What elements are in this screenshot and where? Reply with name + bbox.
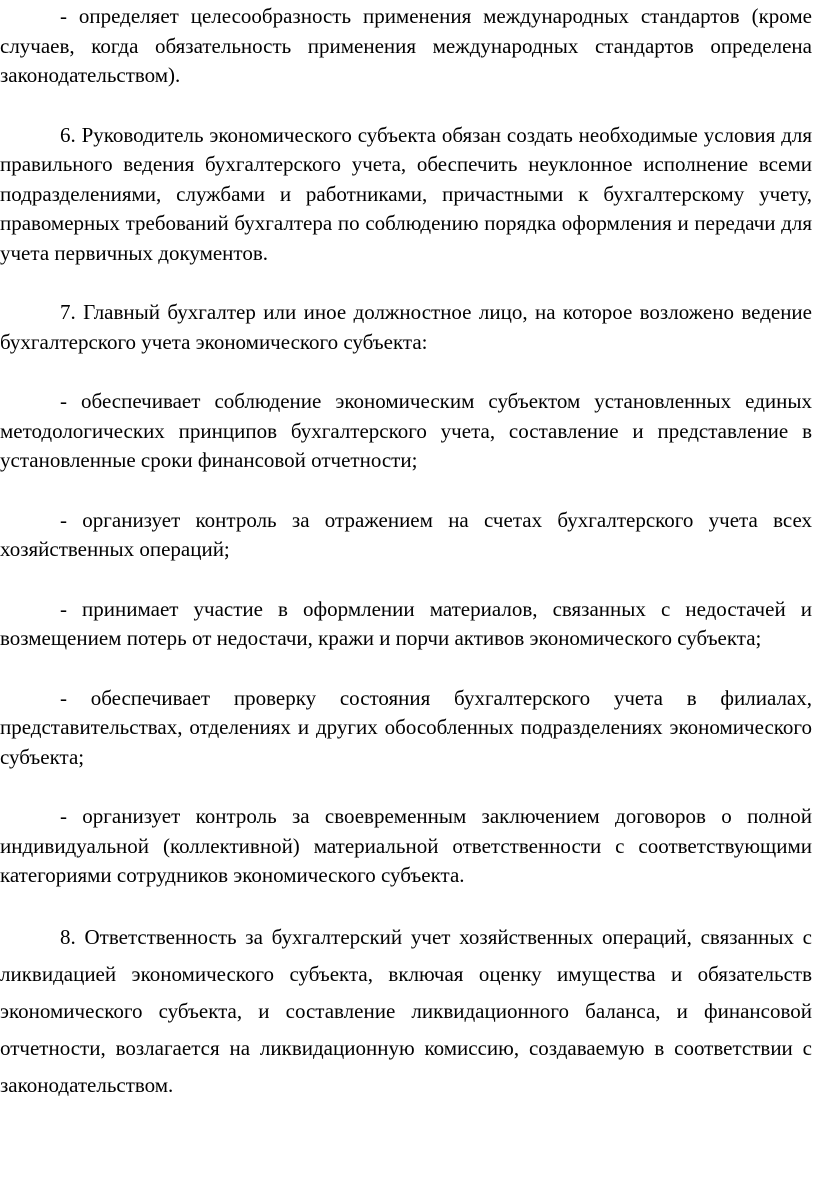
list-item-compliance: - обеспечивает соблюдение экономическим субъектом установленных единых методологических принципов бухгалтерского учета, составление и представление в установленные сроки финансовой отчетности; [0,389,812,472]
paragraph-6-head-duties: 6. Руководитель экономического субъекта обязан создать необходимые условия для правильного ведения бухгалтерского учета, обеспечить неуклонное исполнение всеми подразделениями, службами и работниками, причастными к бухгалтерскому учету, правомерных требований бухгалтера по соблюдению порядка оформления и передачи для учета первичных документов. [0,122,812,265]
list-item-control-accounts: - организует контроль за отражением на счетах бухгалтерского учета всех хозяйственных операций; [0,507,812,561]
list-item-shortage-materials: - принимает участие в оформлении материалов, связанных с недостачей и возмещением потерь от недостачи, кражи и порчи активов экономического субъекта; [0,596,812,650]
paragraph-standards-applicability: - определяет целесообразность применения международных стандартов (кроме случаев, когда обязательность применения международных стандартов определена законодательством). [0,4,812,87]
list-item-liability-contracts: - организует контроль за своевременным заключением договоров о полной индивидуальной (коллективной) материальной ответственности с соответствующими категориями сотрудников экономического субъекта. [0,804,812,887]
paragraph-7-chief-accountant: 7. Главный бухгалтер или иное должностное лицо, на которое возложено ведение бухгалтерского учета экономического субъекта: [0,300,812,354]
paragraph-8-liquidation: 8. Ответственность за бухгалтерский учет хозяйственных операций, связанных с ликвидацией экономического субъекта, включая оценку имущества и обязательств экономического субъекта, и составление ликвидационного баланса, и финансовой отчетности, возлагается на ликвидационную комиссию, создаваемую в соответствии с законодательством. [0,924,812,1097]
list-item-branch-audit: - обеспечивает проверку состояния бухгалтерского учета в филиалах, представительствах, отделениях и других обособленных подразделениях экономического субъекта; [0,685,812,769]
